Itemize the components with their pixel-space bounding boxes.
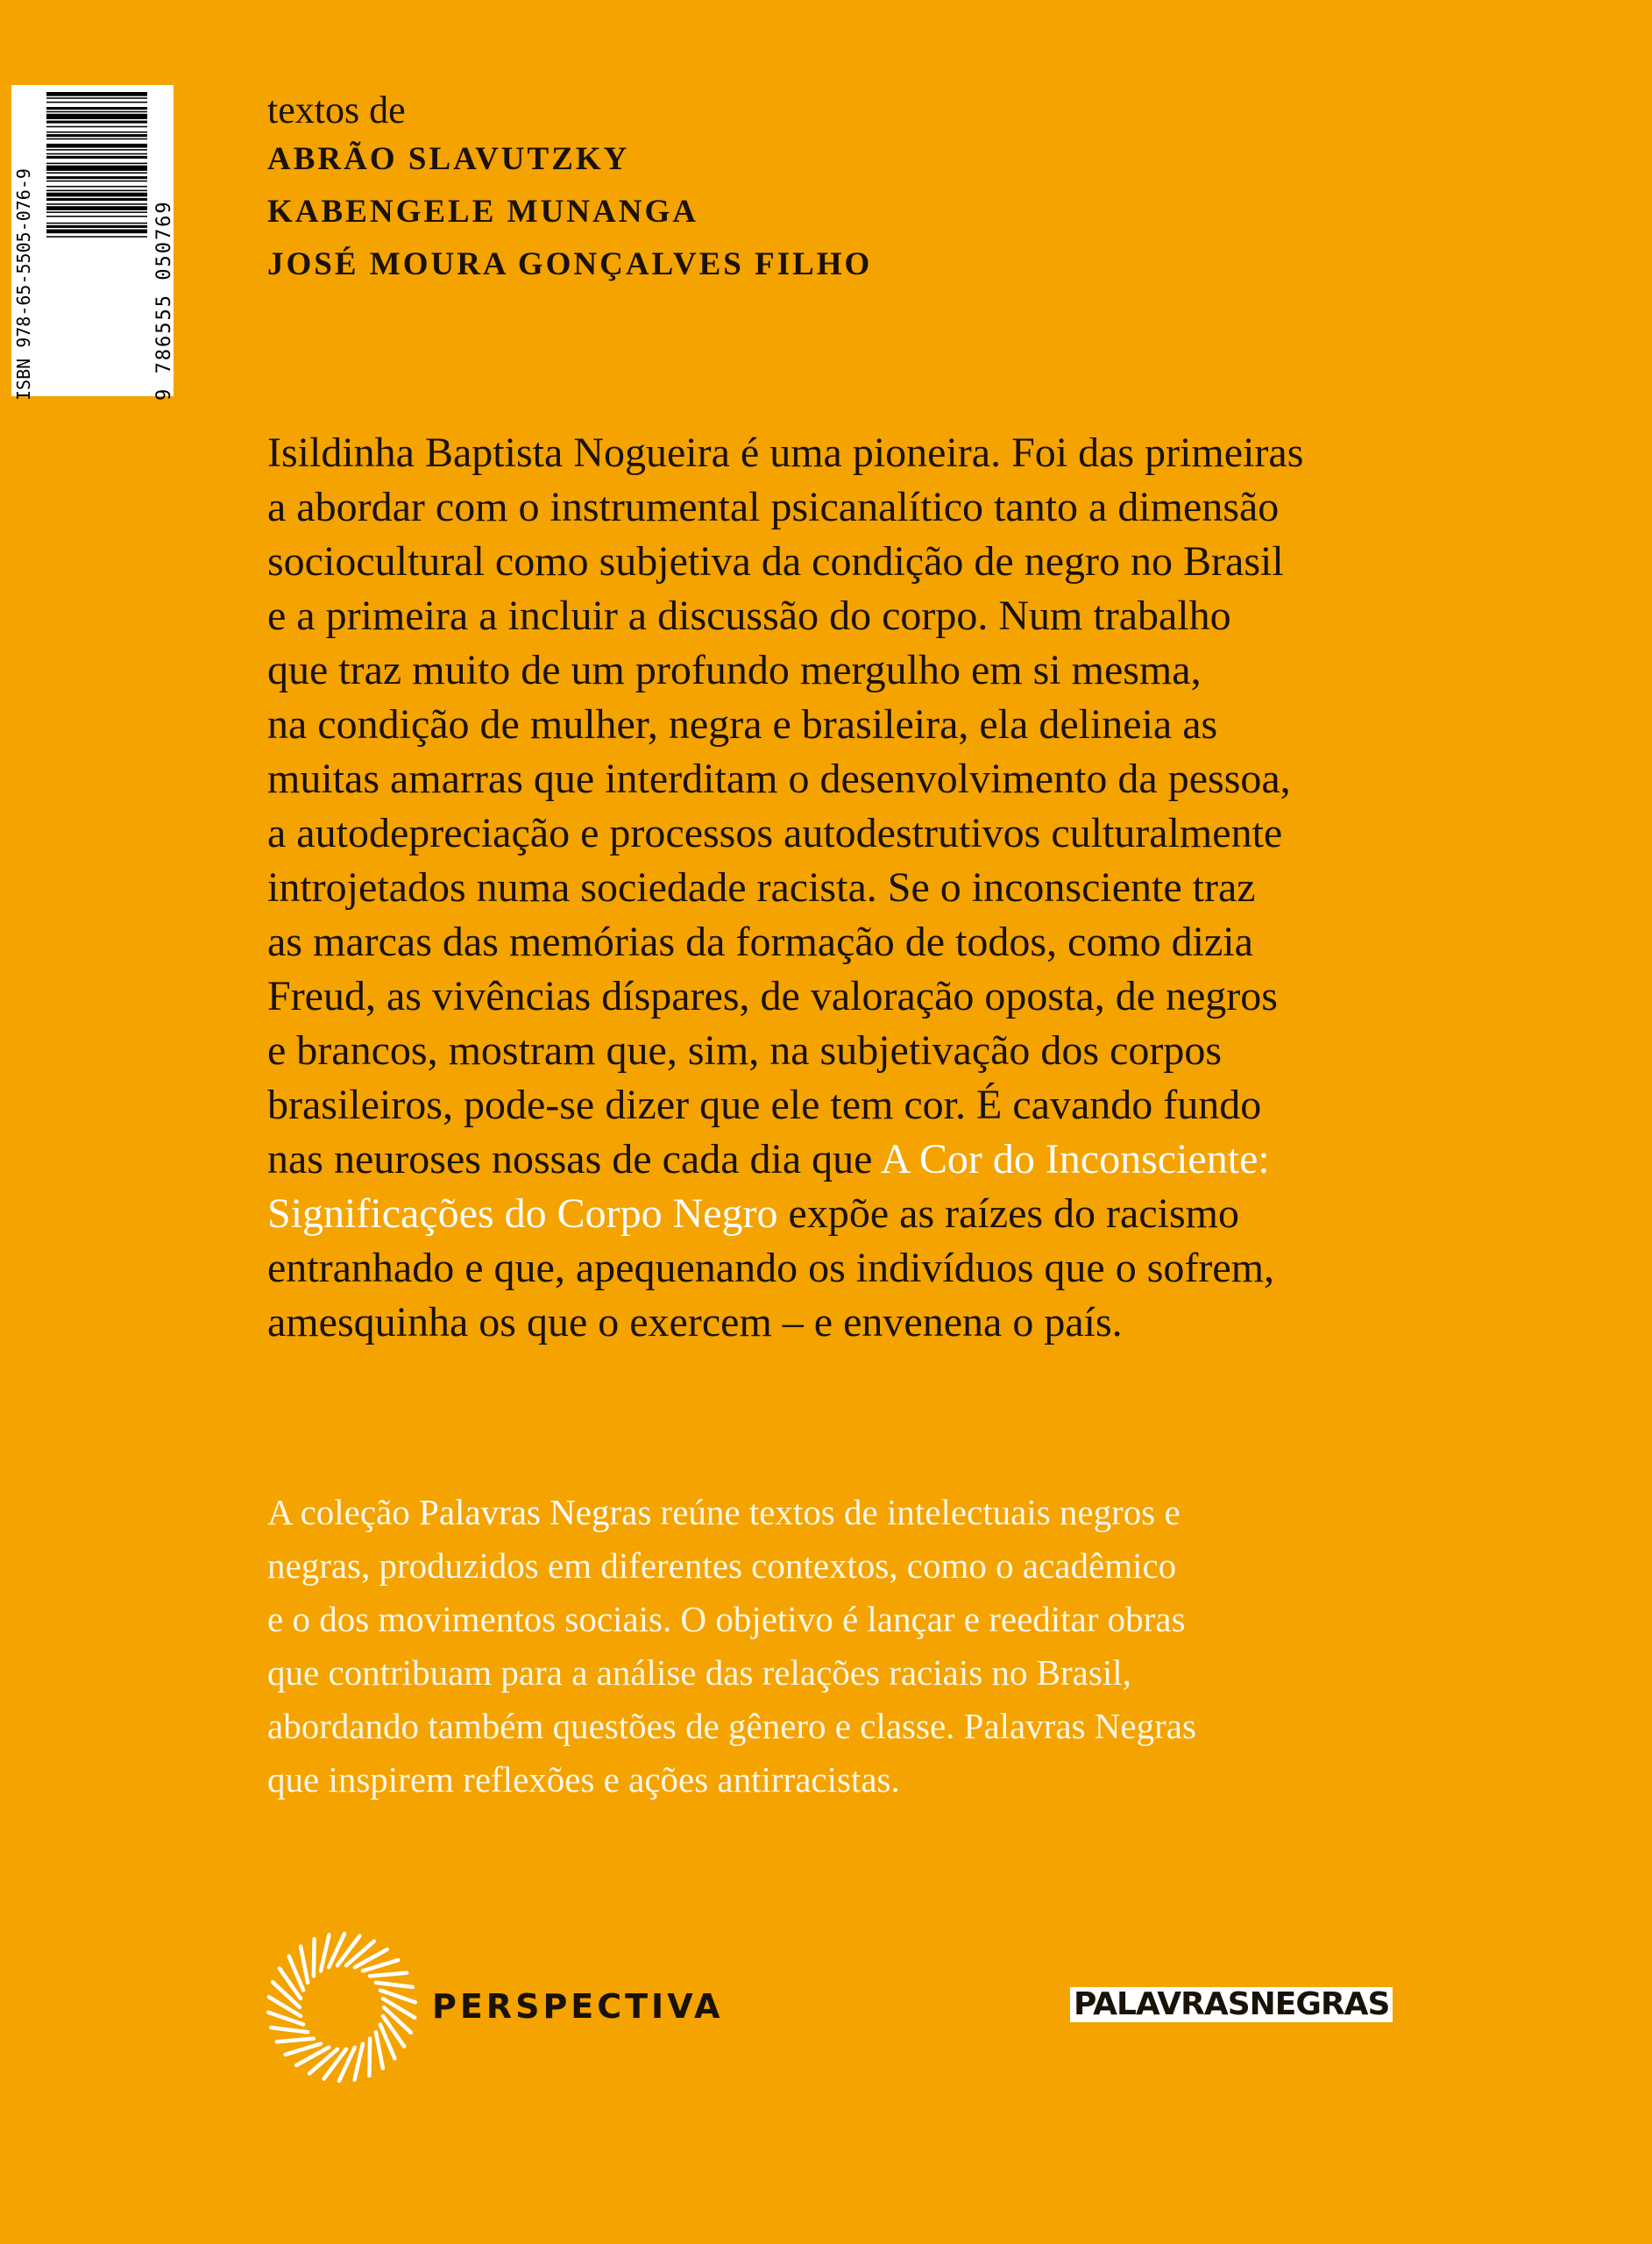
barcode-bar	[46, 166, 147, 171]
text-line: Freud, as vivências díspares, de valoração oposta, de negros	[267, 973, 1278, 1019]
authors-block	[267, 88, 872, 291]
barcode-bar	[46, 97, 147, 99]
text-line: amesquinha os que o exercem – e envenena o país.	[267, 1299, 1123, 1346]
perspectiva-sun-icon	[263, 1928, 421, 2086]
barcode-bar	[46, 193, 147, 197]
sun-ray	[369, 2039, 370, 2076]
book-title: A Cor do Inconsciente:	[880, 1136, 1270, 1182]
text-line: negras, produzidos em diferentes contextos, como o acadêmico	[267, 1545, 1177, 1586]
barcode-bar	[46, 236, 147, 238]
sun-ray	[376, 1983, 413, 1987]
barcode-bar	[46, 134, 147, 137]
isbn-digits: 9 786555 050769	[153, 200, 175, 401]
barcode-bar	[46, 144, 147, 148]
barcode-bar	[46, 111, 147, 113]
barcode-bar	[46, 138, 147, 140]
barcode-bar	[46, 181, 147, 182]
authors-intro: textos de	[267, 89, 406, 131]
text-line: Isildinha Baptista Nogueira é uma pioneira. Foi das primeiras	[267, 430, 1304, 476]
text-line: introjetados numa sociedade racista. Se o inconsciente traz	[267, 864, 1256, 911]
text-fragment: A coleção	[267, 1492, 420, 1532]
sun-ray	[370, 1973, 407, 1977]
text-line: abordando também questões de gênero e classe. Palavras Negras	[267, 1706, 1196, 1746]
text-line: que inspirem reflexões e ações antirracistas.	[267, 1759, 900, 1800]
text-line: entranhado e que, apequenando os indivíduos que o sofrem,	[267, 1245, 1275, 1291]
sun-ray	[376, 2032, 383, 2068]
sun-ray	[346, 1942, 374, 1966]
isbn-barcode	[11, 85, 175, 401]
barcode-bar	[46, 206, 147, 210]
sun-ray	[271, 2027, 308, 2032]
barcode-bar	[46, 163, 147, 165]
barcode-bar	[46, 230, 147, 234]
text-line: na condição de mulher, negra e brasileira, ela delineia as	[267, 701, 1218, 748]
text-line: sociocultural como subjetiva da condição de negro no Brasil	[267, 538, 1284, 585]
collection-description	[267, 1486, 1494, 1807]
barcode-bar	[46, 225, 147, 228]
series-logo: PALAVRASNEGRAS	[1070, 1987, 1393, 2022]
barcode-bar	[46, 107, 147, 110]
text-line: e a primeira a incluir a discussão do corpo. Num trabalho	[267, 593, 1231, 639]
barcode-bar	[46, 176, 147, 179]
sun-ray	[277, 2039, 314, 2042]
barcode-bar	[46, 203, 147, 205]
barcode-bar	[46, 190, 147, 192]
barcode-bar	[46, 198, 147, 201]
barcode-bar	[46, 121, 147, 124]
main-description	[267, 426, 1494, 1350]
barcode-bar	[46, 211, 147, 213]
barcode-bar	[46, 156, 147, 159]
text-line: muitas amarras que interditam o desenvolvimento da pessoa,	[267, 756, 1291, 802]
barcode-bars	[11, 85, 174, 396]
barcode-bar	[46, 172, 147, 174]
text-line: a abordar com o instrumental psicanalítico tanto a dimensão	[267, 484, 1280, 530]
barcode-bar	[46, 102, 147, 103]
barcode-bar	[46, 126, 147, 128]
text-fragment: nas neuroses nossas de cada dia que	[267, 1136, 881, 1182]
text-fragment: reúne textos de intelectuais negros e	[651, 1492, 1181, 1532]
text-fragment: expõe as raízes do racismo	[777, 1190, 1239, 1237]
isbn-label: ISBN 978-65-5505-076-9	[13, 168, 34, 401]
barcode-bar	[46, 114, 147, 119]
author-name: JOSÉ MOURA GONÇALVES FILHO	[267, 246, 873, 282]
barcode-bar	[46, 131, 147, 133]
collection-name: Palavras Negras	[419, 1492, 652, 1532]
text-line	[267, 1133, 1494, 1187]
text-line: que traz muito de um profundo mergulho em si mesma,	[267, 647, 1202, 693]
author-name: ABRÃO SLAVUTZKY	[267, 141, 630, 177]
barcode-bar	[46, 216, 147, 217]
text-line: brasileiros, pode-se dizer que ele tem cor. É cavando fundo	[267, 1082, 1262, 1128]
barcode-bar	[46, 223, 147, 224]
sun-ray	[314, 1939, 315, 1976]
barcode-bar	[46, 186, 147, 188]
publisher-name: PERSPECTIVA	[432, 1987, 724, 2026]
text-line: as marcas das memórias da formação de todos, como dizia	[267, 919, 1253, 965]
text-line	[267, 1187, 1494, 1241]
text-line: que contribuam para a análise das relações raciais no Brasil,	[267, 1652, 1131, 1693]
sun-ray	[309, 2049, 337, 2074]
barcode-bar	[46, 92, 147, 96]
text-line	[267, 1486, 1494, 1539]
text-line: e o dos movimentos sociais. O objetivo é lançar e reeditar obras	[267, 1599, 1186, 1639]
book-subtitle: Significações do Corpo Negro	[267, 1190, 778, 1237]
barcode-bar	[46, 149, 147, 151]
text-line: a autodepreciação e processos autodestrutivos culturalmente	[267, 810, 1283, 856]
barcode-bar	[46, 153, 147, 155]
text-line: e brancos, mostram que, sim, na subjetivação dos corpos	[267, 1027, 1223, 1074]
sun-ray	[301, 1946, 308, 1982]
author-name: KABENGELE MUNANGA	[267, 194, 698, 230]
